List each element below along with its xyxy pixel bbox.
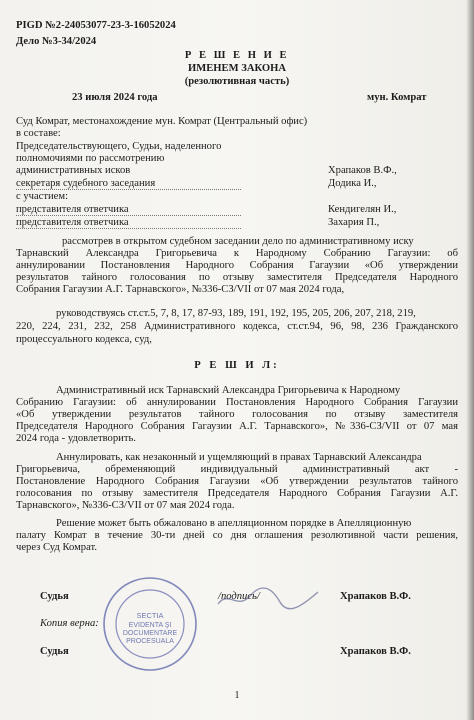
court-line: Суд Комрат, местонахождение мун. Комрат (Центральный офис) [16, 116, 308, 127]
page-edge-shadow [466, 0, 474, 720]
defendant-rep-label-1: представителя ответчика [16, 204, 241, 216]
operative-1-line-5: 2024 года - удовлетворить. [16, 433, 136, 444]
presiding-line-2: полномочиями по рассмотрению [16, 153, 165, 164]
true-copy-label: Копия верна: [40, 618, 99, 629]
defendant-rep-label-2: представителя ответчика [16, 217, 241, 229]
resolved-heading: Р Е Ш И Л: [194, 360, 280, 371]
guided-line-1: руководствуясь ст.ст.5, 7, 8, 17, 87-93, 189, 191, 192, 195, 205, 206, 207, 218, 219, [56, 308, 416, 319]
operative-1-line-3: «Об утверждении результатов тайного голосования по отзыву заместителя [16, 409, 458, 420]
operative-1-line-2: Собранию Гагаузии: об аннулировании Постановления Народного Собрания Гагаузии [16, 397, 458, 408]
considered-line-4: результатов тайного голосования по отзыву заместителя Председателя Народного [16, 272, 458, 283]
guided-line-3: процессуального кодекса, суд, [16, 334, 152, 345]
participants-label: с участием: [16, 191, 69, 202]
guided-line-2: 220, 224, 231, 232, 258 Административного кодекса, ст.ст.94, 96, 98, 236 Гражданского [16, 321, 458, 332]
defendant-rep-name-1: Кендигелян И., [328, 204, 397, 215]
composition-label: в составе: [16, 128, 61, 139]
document-title: Р Е Ш Е Н И Е [184, 50, 290, 61]
operative-2-line-4: голосования по отзыву заместителя Председателя Народного Собрания Гагаузии А.Г. [16, 488, 458, 499]
operative-2-line-2: Григорьевича, обременяющий индивидуальный административный акт - [16, 464, 458, 475]
operative-2-line-1: Аннулировать, как незаконный и ущемляющий в правах Тарнавский Александра [56, 452, 422, 463]
judge-signature-label: Судья [40, 591, 69, 602]
judge-signature-label-2: Судья [40, 646, 69, 657]
stamp-text-2: EVIDENTA ŞI [128, 622, 172, 629]
considered-line-5: Собрания Гагаузии А.Г. Тарнавского», №336-СЗ/VII от 07 мая 2024 года, [16, 284, 345, 295]
case-file-number: Дело №3-34/2024 [16, 36, 97, 47]
document-part: (резолютивная часть) [184, 76, 290, 87]
secretary-name: Додика И., [328, 178, 377, 189]
operative-1-line-4: Председателя Народного Собрания Гагаузии А.Г. Тарнавского», №336-СЗ/VII от 07 мая [16, 421, 458, 432]
operative-1-line-1: Административный иск Тарнавский Александра Григорьевича к Народному [56, 385, 401, 396]
operative-2-line-3: Постановление Народного Собрания Гагаузии «Об утверждении результатов тайного [16, 476, 458, 487]
decision-date: 23 июля 2024 года [72, 92, 158, 103]
defendant-rep-name-2: Захария П., [328, 217, 380, 228]
appeal-line-3: через Суд Комрат. [16, 542, 98, 553]
handwritten-signature-mark [214, 584, 324, 614]
stamp-text-3: DOCUMENTARE [122, 630, 178, 637]
stamp-text-4: PROCESUALA [126, 638, 174, 645]
considered-line-1: рассмотрев в открытом судебном заседании дело по административному иску [62, 236, 414, 247]
document-subtitle: ИМЕНЕМ ЗАКОНА [187, 63, 287, 74]
page-number: 1 [234, 690, 240, 701]
stamp-text-1: SECTIA [136, 611, 164, 620]
appeal-line-1: Решение может быть обжаловано в апелляционном порядке в Апелляционную [56, 518, 412, 529]
appeal-line-2: палату Комрат в течение 30-ти дней со дня оглашения резолютивной части решения, [16, 530, 458, 541]
considered-line-3: аннулировании Постановления Народного Собрания Гагаузии «Об утверждении [16, 260, 458, 271]
judge-signature-name-2: Храпаков В.Ф. [340, 646, 411, 657]
decision-place: мун. Комрат [367, 92, 427, 103]
judge-signature-name: Храпаков В.Ф. [340, 591, 411, 602]
presiding-line-1: Председательствующего, Судьи, наделенного [16, 141, 222, 152]
considered-line-2: Тарнавский Александра Григорьевича к Народному Собранию Гагаузии: об [16, 248, 458, 259]
court-stamp-seal [100, 574, 200, 674]
operative-2-line-5: Тарнавского», №336-СЗ/VII от 07 мая 2024 года. [16, 500, 235, 511]
judge-name: Храпаков В.Ф., [328, 165, 397, 176]
signature-placeholder: /подпись/ [218, 591, 260, 602]
presiding-line-3: административных исков [16, 165, 131, 176]
case-pigd-number: PIGD №2-24053077-23-3-16052024 [16, 20, 176, 31]
secretary-label: секретаря судебного заседания [16, 178, 241, 190]
